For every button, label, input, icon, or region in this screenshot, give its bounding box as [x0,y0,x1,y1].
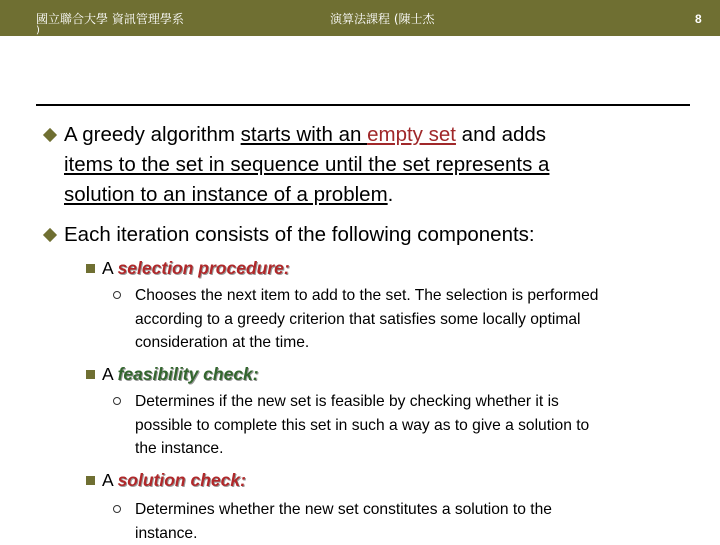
header-paren: ) [36,26,40,36]
text-run: and adds [456,123,546,146]
square-bullet-icon [86,264,95,273]
detail-line: the instance. [135,437,695,461]
header-course: 演算法課程 (陳士杰 [330,12,435,26]
term-colon: : [253,364,259,384]
detail-line: instance. [135,522,695,545]
header-institution: 國立聯合大學 資訊管理學系 [36,12,184,26]
bullet-line: items to the set in sequence until the set represents a [64,150,664,180]
page-number: 8 [695,12,702,26]
circle-bullet-icon [113,505,121,513]
text-run: A [102,258,118,278]
solution-check-term: solution check [118,470,241,490]
selection-procedure-term: selection procedure [118,258,284,278]
feasibility-check-term: feasibility check [118,364,253,384]
text-run: A greedy algorithm [64,123,241,146]
text-run: . [388,183,394,206]
empty-set-term: empty set [367,123,456,146]
detail-line: possible to complete this set in such a way as to give a solution to [135,414,695,438]
component-feasibility [102,362,259,386]
selection-detail [135,284,695,355]
bullet-line [64,180,664,210]
title-divider [36,104,690,106]
circle-bullet-icon [113,291,121,299]
text-run-underlined: solution to an instance of a problem [64,183,388,206]
detail-line: Determines if the new set is feasible by checking whether it is [135,390,695,414]
term-colon: : [284,258,290,278]
detail-line: according to a greedy criterion that satisfies some locally optimal [135,308,695,332]
solution-detail [135,498,695,545]
bullet-greedy-definition [64,120,664,210]
term-colon: : [240,470,246,490]
square-bullet-icon [86,370,95,379]
detail-line: Chooses the next item to add to the set. The selection is performed [135,284,695,308]
square-bullet-icon [86,476,95,485]
detail-line: consideration at the time. [135,331,695,355]
text-run: A [102,364,118,384]
circle-bullet-icon [113,397,121,405]
bullet-iteration-components: Each iteration consists of the following components: [64,220,664,250]
bullet-line [64,120,664,150]
component-selection [102,256,290,280]
detail-line: Determines whether the new set constitutes a solution to the [135,498,695,522]
feasibility-detail [135,390,695,461]
text-run: A [102,470,118,490]
text-run-underlined: starts with an [241,123,367,146]
diamond-bullet-icon [43,128,57,142]
diamond-bullet-icon [43,228,57,242]
component-solution [102,468,246,492]
